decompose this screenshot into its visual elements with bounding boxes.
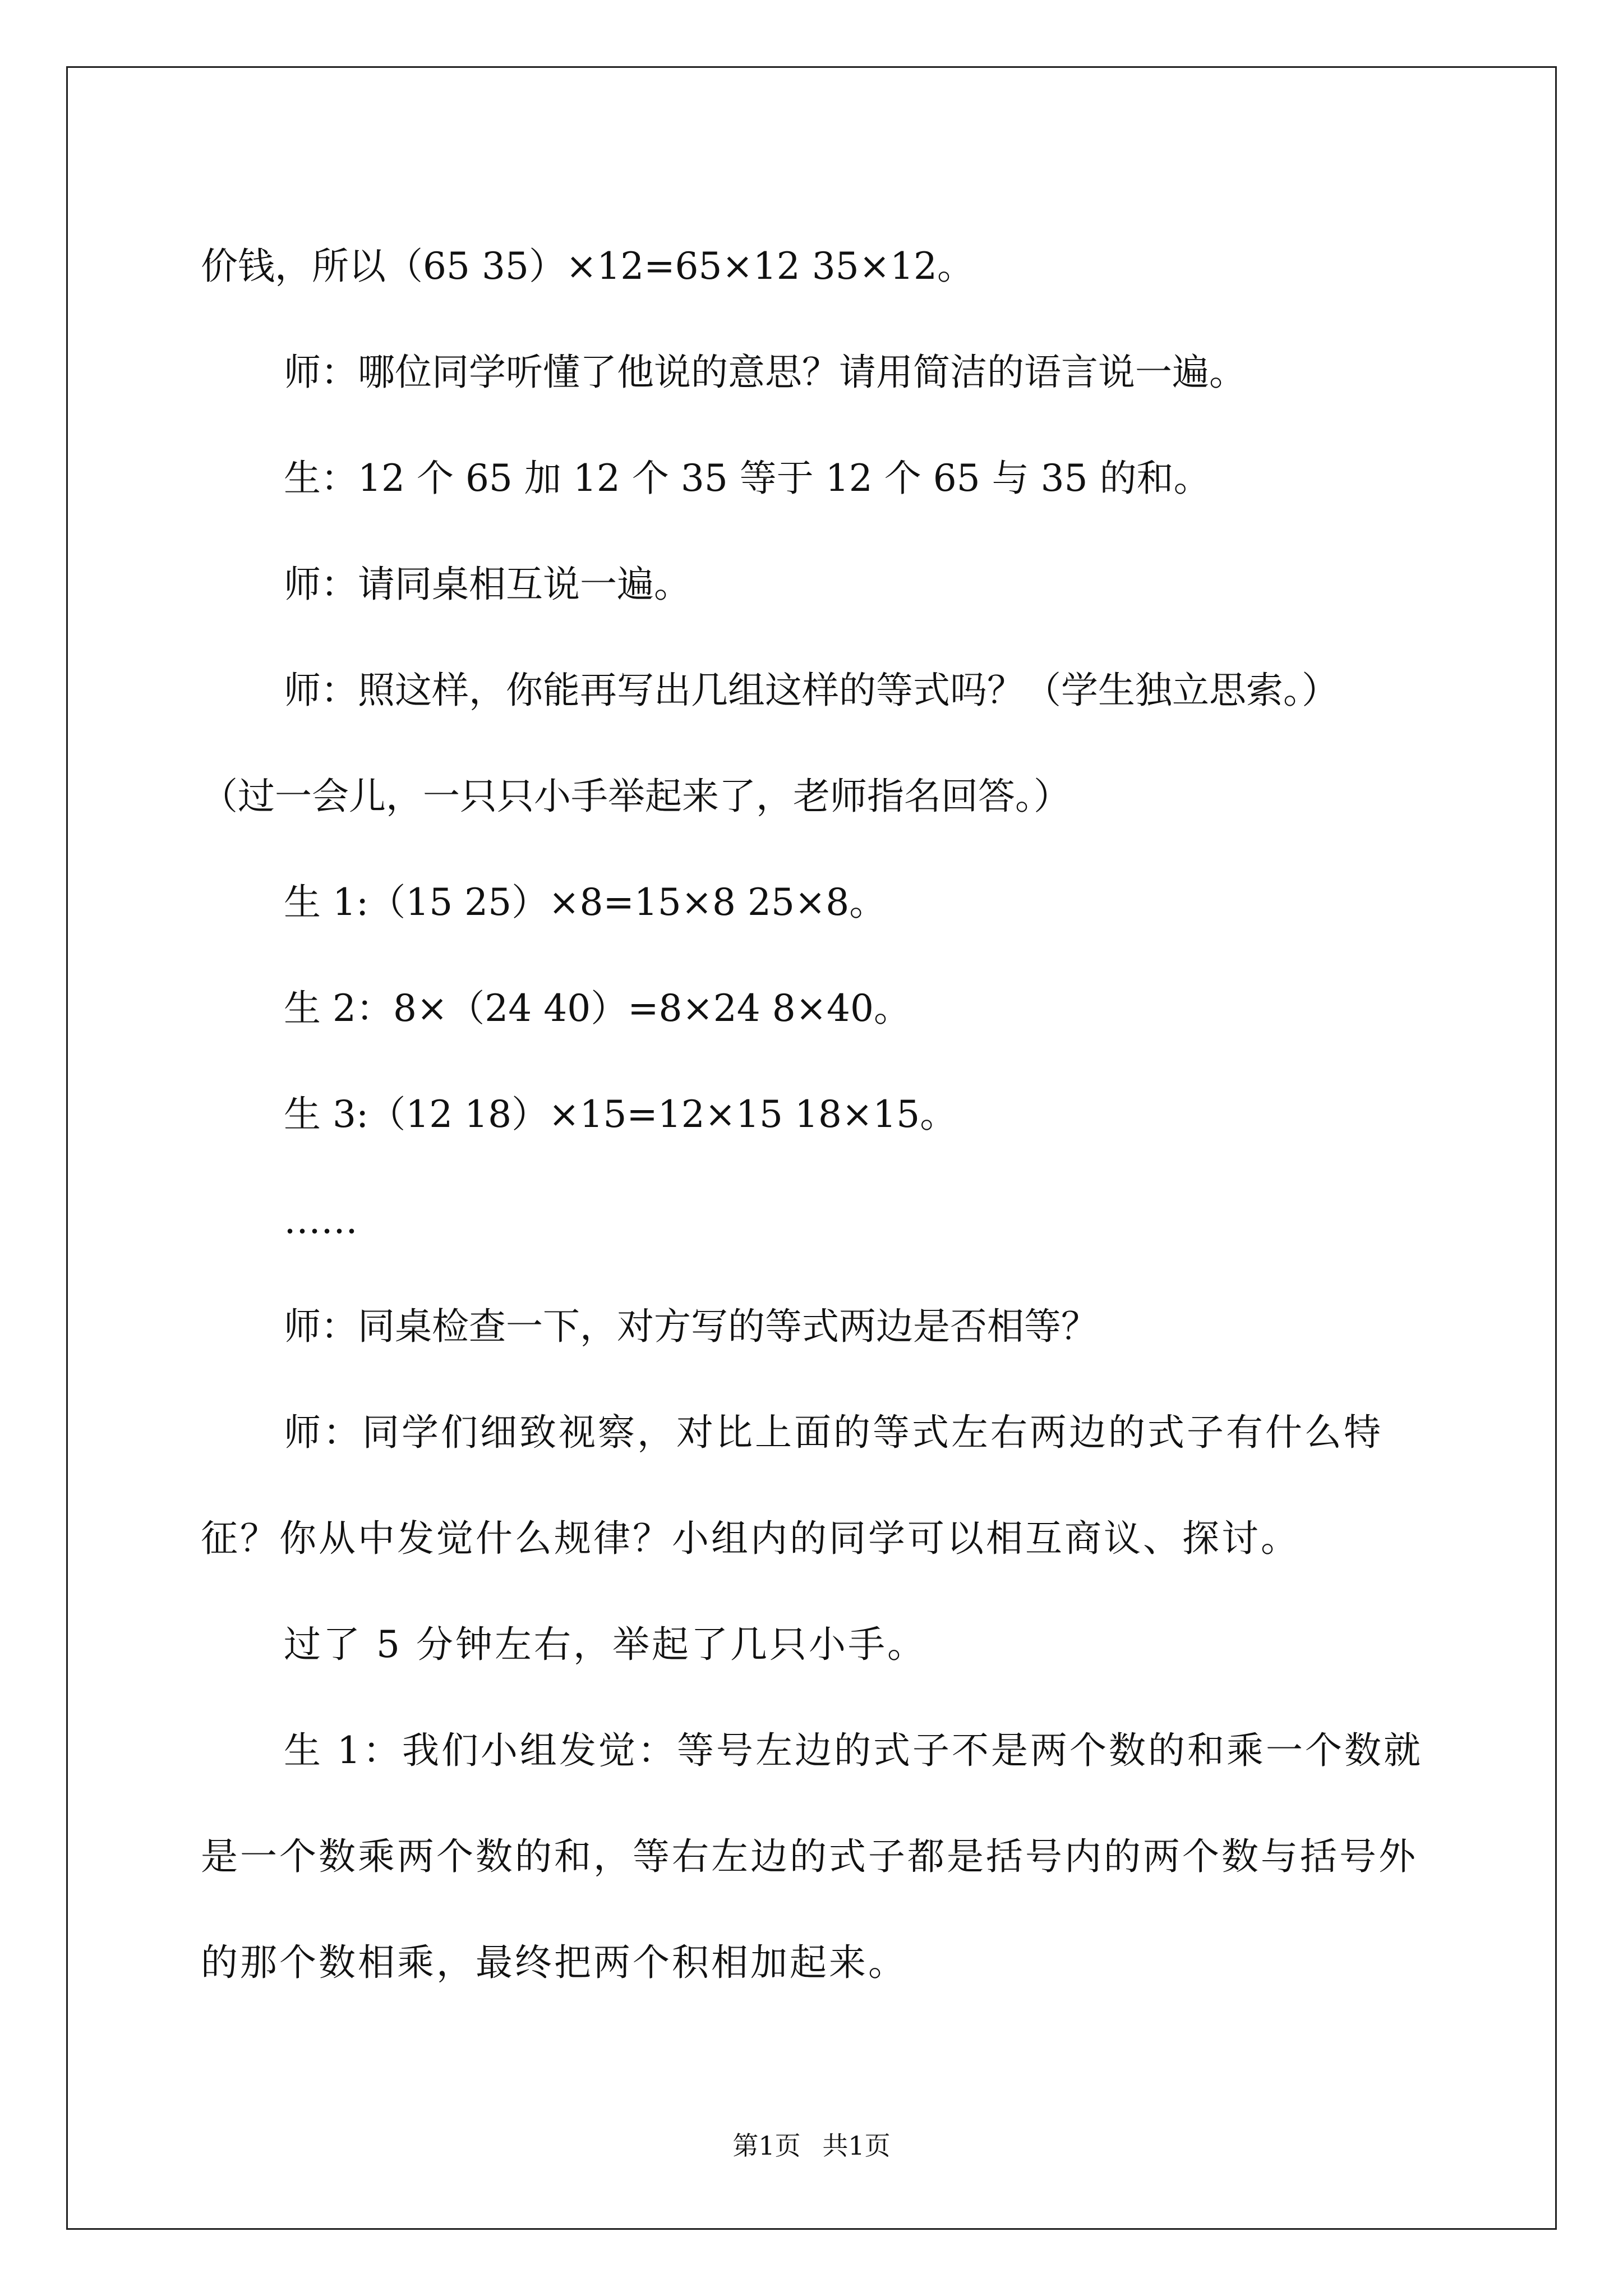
paragraph: 师：照这样，你能再写出几组这样的等式吗？（学生独立思索。） bbox=[284, 669, 1339, 712]
ellipsis-line: …… bbox=[284, 1199, 358, 1242]
page-total: 共1页 bbox=[822, 2131, 891, 2161]
paragraph: 师：同桌检查一下，对方写的等式两边是否相等？ bbox=[284, 1305, 1098, 1348]
paragraph: 过了 5 分钟左右，举起了几只小手。 bbox=[284, 1623, 926, 1666]
paragraph: （过一会儿，一只只小手举起来了，老师指名回答。） bbox=[201, 775, 1071, 818]
paragraph: 生：12 个 65 加 12 个 35 等于 12 个 65 与 35 的和。 bbox=[284, 457, 1211, 500]
page-number: 第1页 bbox=[732, 2131, 801, 2161]
paragraph: 价钱，所以（65 35）×12=65×12 35×12。 bbox=[201, 245, 975, 288]
paragraph: 生 1：我们小组发觉：等号左边的式子不是两个数的和乘一个数就是一个数乘两个数的和，等右左边的式子都是括号内的两个数与括号外的那个数相乘，最终把两个积相加起来。 bbox=[201, 1729, 1423, 1984]
paragraph: 师：同学们细致视察，对比上面的等式左右两边的式子有什么特征？你从中发觉什么规律？小组内的同学可以相互商议、探讨。 bbox=[201, 1411, 1383, 1560]
document-body bbox=[201, 213, 1440, 2016]
paragraph: 师：哪位同学听懂了他说的意思？请用简洁的语言说一遍。 bbox=[284, 351, 1246, 394]
paragraph: 生 3:（12 18）×15=12×15 18×15。 bbox=[284, 1093, 957, 1136]
paragraph: 师：请同桌相互说一遍。 bbox=[284, 563, 691, 606]
paragraph: 生 1:（15 25）×8=15×8 25×8。 bbox=[284, 881, 887, 924]
paragraph: 生 2：8×（24 40）=8×24 8×40。 bbox=[284, 987, 911, 1030]
page-footer bbox=[0, 2129, 1623, 2162]
